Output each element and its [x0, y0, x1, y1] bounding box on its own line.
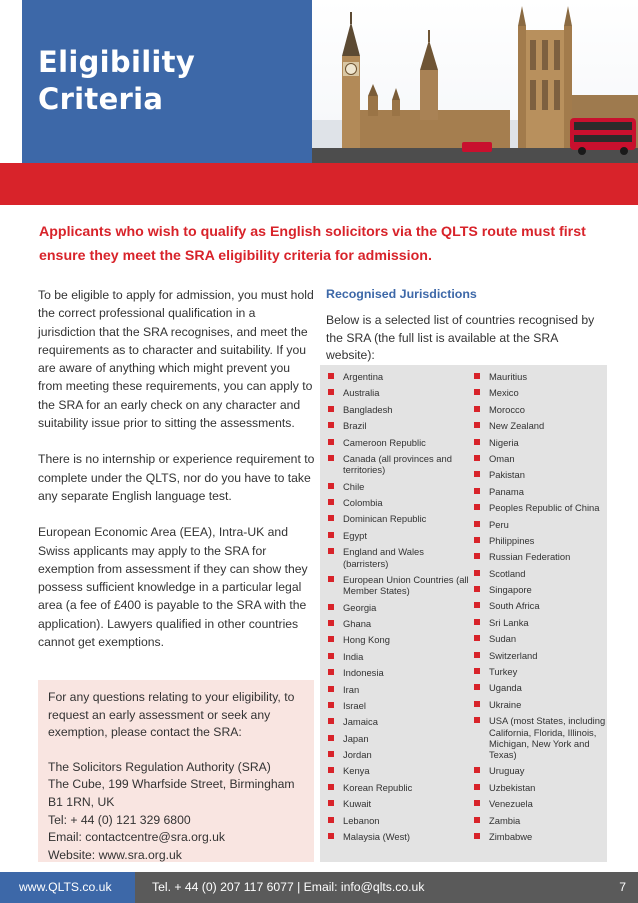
jurisdiction-item: Georgia — [320, 602, 470, 613]
footer-website-link[interactable]: www.QLTS.co.uk — [0, 872, 135, 903]
eligibility-text-column — [38, 286, 316, 669]
jurisdiction-item: Malaysia (West) — [320, 831, 470, 842]
jurisdiction-item: Zambia — [466, 815, 607, 826]
jurisdiction-item: Oman — [466, 453, 607, 464]
title-line-1: Eligibility — [38, 45, 196, 79]
page-title — [38, 44, 195, 118]
jurisdiction-item: Panama — [466, 486, 607, 497]
jurisdictions-header — [326, 286, 606, 365]
contact-tel: Tel: + 44 (0) 121 329 6800 — [48, 812, 191, 827]
jurisdiction-item: Japan — [320, 733, 470, 744]
jurisdiction-item: Russian Federation — [466, 551, 607, 562]
jurisdiction-item: Uzbekistan — [466, 782, 607, 793]
intro-statement: Applicants who wish to qualify as English solicitors via the QLTS route must first ensure they meet the SRA eligibility criteria for admission. — [39, 224, 586, 264]
jurisdiction-item: Hong Kong — [320, 634, 470, 645]
jurisdiction-item: Chile — [320, 481, 470, 492]
jurisdiction-item: Turkey — [466, 666, 607, 677]
jurisdiction-item: Kuwait — [320, 798, 470, 809]
jurisdiction-item: Peoples Republic of China — [466, 502, 607, 513]
jurisdiction-item: Switzerland — [466, 650, 607, 661]
eligibility-paragraph-1: To be eligible to apply for admission, you must hold the correct professional qualification in a jurisdiction that the SRA recognises, and meet the requirements as to character and suitability. If you are aware of anything which might prevent you from meeting these requirements, you can apply to the SRA for an early check on any character and suitability issue prior to sitting the assessments. — [38, 288, 314, 431]
jurisdiction-item: Morocco — [466, 404, 607, 415]
jurisdiction-item: Jordan — [320, 749, 470, 760]
jurisdiction-item: Sudan — [466, 633, 607, 644]
jurisdiction-item: Sri Lanka — [466, 617, 607, 628]
jurisdiction-item: USA (most States, including California, Florida, Illinois, Michigan, New York and Texas) — [466, 715, 607, 760]
title-block — [22, 0, 312, 163]
jurisdictions-list-column-2 — [466, 371, 607, 847]
jurisdiction-item: England and Wales (barristers) — [320, 546, 470, 569]
sra-contact-box — [38, 680, 314, 862]
jurisdiction-item: Singapore — [466, 584, 607, 595]
jurisdiction-item: Indonesia — [320, 667, 470, 678]
footer-contact: Tel. + 44 (0) 207 117 6077 | Email: info@qlts.co.uk — [152, 880, 425, 894]
jurisdiction-item: Egypt — [320, 530, 470, 541]
london-skyline-photo — [312, 0, 638, 163]
contact-org: The Solicitors Regulation Authority (SRA) — [48, 759, 271, 774]
jurisdiction-item: India — [320, 651, 470, 662]
jurisdiction-item: Ukraine — [466, 699, 607, 710]
eligibility-paragraph-3: European Economic Area (EEA), Intra-UK and Swiss applicants may apply to the SRA for exemption from assessment if they can show they possess sufficient knowledge in a particular legal area (a fee of £400 is payable to the SRA with the application). Lawyers qualified in other countries cannot get exemptions. — [38, 525, 308, 650]
contact-address-line-1: The Cube, 199 Wharfside Street, Birmingham — [48, 777, 295, 792]
jurisdiction-item: South Africa — [466, 600, 607, 611]
jurisdiction-item: Nigeria — [466, 437, 607, 448]
contact-address-line-2: B1 1RN, UK — [48, 794, 115, 809]
jurisdiction-item: Scotland — [466, 568, 607, 579]
jurisdictions-intro: Below is a selected list of countries recognised by the SRA (the full list is available at the SRA website): — [326, 313, 595, 362]
jurisdiction-item: Kenya — [320, 765, 470, 776]
jurisdiction-item: Venezuela — [466, 798, 607, 809]
jurisdiction-item: New Zealand — [466, 420, 607, 431]
jurisdiction-item: Mexico — [466, 387, 607, 398]
page-number: 7 — [619, 880, 626, 894]
jurisdictions-list-box — [320, 365, 607, 862]
page-header — [0, 0, 638, 163]
red-divider-band — [0, 163, 638, 205]
title-line-2: Criteria — [38, 82, 164, 116]
jurisdiction-item: Brazil — [320, 420, 470, 431]
jurisdiction-item: Pakistan — [466, 469, 607, 480]
jurisdiction-item: Israel — [320, 700, 470, 711]
jurisdiction-item: Philippines — [466, 535, 607, 546]
jurisdiction-item: Uruguay — [466, 765, 607, 776]
page-footer — [0, 872, 638, 903]
contact-email[interactable]: Email: contactcentre@sra.org.uk — [48, 830, 225, 845]
eligibility-paragraph-2: There is no internship or experience requirement to complete under the QLTS, nor do you have to take any separate English language test. — [38, 452, 315, 503]
jurisdiction-item: Colombia — [320, 497, 470, 508]
jurisdiction-item: Bangladesh — [320, 404, 470, 415]
jurisdiction-item: Uganda — [466, 682, 607, 693]
jurisdictions-list-column-1 — [320, 371, 470, 847]
contact-website[interactable]: Website: www.sra.org.uk — [48, 847, 182, 862]
contact-question: For any questions relating to your eligibility, to request an early assessment or seek any exemption, please contact the SRA: — [48, 690, 295, 740]
jurisdiction-item: Australia — [320, 387, 470, 398]
jurisdiction-item: Jamaica — [320, 716, 470, 727]
jurisdiction-item: Dominican Republic — [320, 513, 470, 524]
jurisdiction-item: Zimbabwe — [466, 831, 607, 842]
jurisdiction-item: Mauritius — [466, 371, 607, 382]
jurisdiction-item: Canada (all provinces and territories) — [320, 453, 470, 476]
jurisdiction-item: Peru — [466, 519, 607, 530]
jurisdiction-item: Iran — [320, 684, 470, 695]
jurisdiction-item: Korean Republic — [320, 782, 470, 793]
jurisdiction-item: Ghana — [320, 618, 470, 629]
jurisdiction-item: Lebanon — [320, 815, 470, 826]
jurisdiction-item: Argentina — [320, 371, 470, 382]
jurisdiction-item: European Union Countries (all Member States) — [320, 574, 470, 597]
skyline-illustration — [312, 0, 638, 163]
jurisdiction-item: Cameroon Republic — [320, 437, 470, 448]
jurisdictions-title: Recognised Jurisdictions — [326, 287, 477, 301]
